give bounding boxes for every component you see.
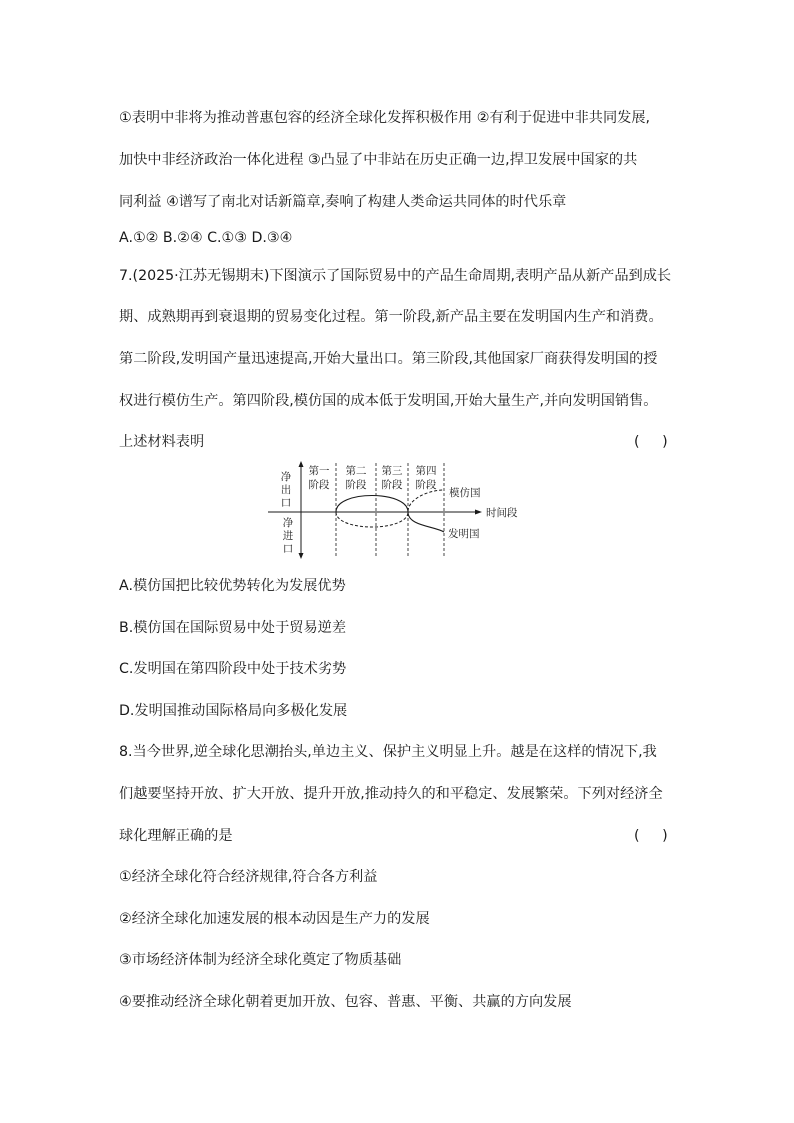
x-axis-label: 时间段 (486, 507, 518, 519)
q7-option-c: C.发明国在第四阶段中处于技术劣势 (119, 661, 347, 677)
stage-3-label-line-1: 第三 (381, 465, 403, 477)
stage-4-label-line-1: 第四 (415, 465, 437, 477)
y-axis-arrow-down (299, 553, 304, 559)
product-life-cycle-diagram (268, 460, 538, 560)
y-label-net-import-1: 净 (282, 517, 294, 529)
q7-option-a: A.模仿国把比较优势转化为发展优势 (119, 578, 346, 594)
stage-2-label-line-2: 阶段 (345, 479, 367, 491)
q8-item-4: ④要推动经济全球化朝着更加开放、包容、普惠、平衡、共赢的方向发展 (119, 994, 572, 1010)
inventor-country-label: 发明国 (448, 528, 480, 540)
imitator-curve (336, 490, 444, 527)
q6-text-line-2: 加快中非经济政治一体化进程 ③凸显了中非站在历史正确一边,捍卫发展中国家的共 (119, 152, 638, 168)
q8-item-3: ③市场经济体制为经济全球化奠定了物质基础 (119, 952, 402, 968)
stage-4-label-line-2: 阶段 (415, 479, 437, 491)
q7-stem-line-4: 权进行模仿生产。第四阶段,模仿国的成本低于发明国,开始大量生产,并向发明国销售。 (119, 393, 658, 409)
y-label-net-export-2: 出 (280, 484, 292, 496)
y-label-net-import-2: 进 (282, 530, 294, 542)
y-label-net-export-1: 净 (280, 471, 292, 483)
x-axis-arrow (475, 510, 482, 515)
q6-text-line-1: ①表明中非将为推动普惠包容的经济全球化发挥积极作用 ②有利于促进中非共同发展, (119, 110, 651, 126)
q8-item-1: ①经济全球化符合经济规律,符合各方利益 (119, 869, 378, 885)
y-label-net-import-3: 口 (282, 543, 294, 555)
q6-text-line-3: 同利益 ④谱写了南北对话新篇章,奏响了构建人类命运共同体的时代乐章 (119, 194, 567, 210)
stage-1-label-line-1: 第一 (308, 465, 330, 477)
q7-option-b: B.模仿国在国际贸易中处于贸易逆差 (119, 620, 347, 636)
stage-1-label-line-2: 阶段 (308, 479, 330, 491)
imitator-country-label: 模仿国 (449, 487, 481, 499)
stage-3-label-line-2: 阶段 (381, 479, 403, 491)
q7-stem-line-2: 期、成熟期再到衰退期的贸易变化过程。第一阶段,新产品主要在发明国内生产和消费。 (119, 309, 663, 325)
q8-answer-blank: ( ) (634, 828, 668, 844)
q8-item-2: ②经济全球化加速发展的根本动因是生产力的发展 (119, 911, 430, 927)
q7-answer-blank: ( ) (634, 434, 668, 450)
q8-stem-line-1: 8.当今世界,逆全球化思潮抬头,单边主义、保护主义明显上升。越是在这样的情况下,我 (119, 744, 657, 760)
q7-option-d: D.发明国推动国际格局向多极化发展 (119, 703, 348, 719)
q7-stem-line-5: 上述材料表明 (119, 434, 205, 450)
q8-stem-line-3: 球化理解正确的是 (119, 828, 233, 844)
stage-2-label-line-1: 第二 (345, 465, 367, 477)
q6-options: A.①② B.②④ C.①③ D.③④ (119, 230, 293, 246)
q7-stem-line-3: 第二阶段,发明国产量迅速提高,开始大量出口。第三阶段,其他国家厂商获得发明国的授 (119, 351, 658, 367)
y-axis-arrow-up (299, 461, 304, 467)
stage-dividers (336, 463, 444, 558)
q8-stem-line-2: 们越要坚持开放、扩大开放、提升开放,推动持久的和平稳定、发展繁荣。下列对经济全 (119, 786, 663, 802)
q7-stem-line-1: 7.(2025·江苏无锡期末)下图演示了国际贸易中的产品生命周期,表明产品从新产品到成长 (119, 268, 672, 284)
y-label-net-export-3: 口 (280, 497, 292, 509)
